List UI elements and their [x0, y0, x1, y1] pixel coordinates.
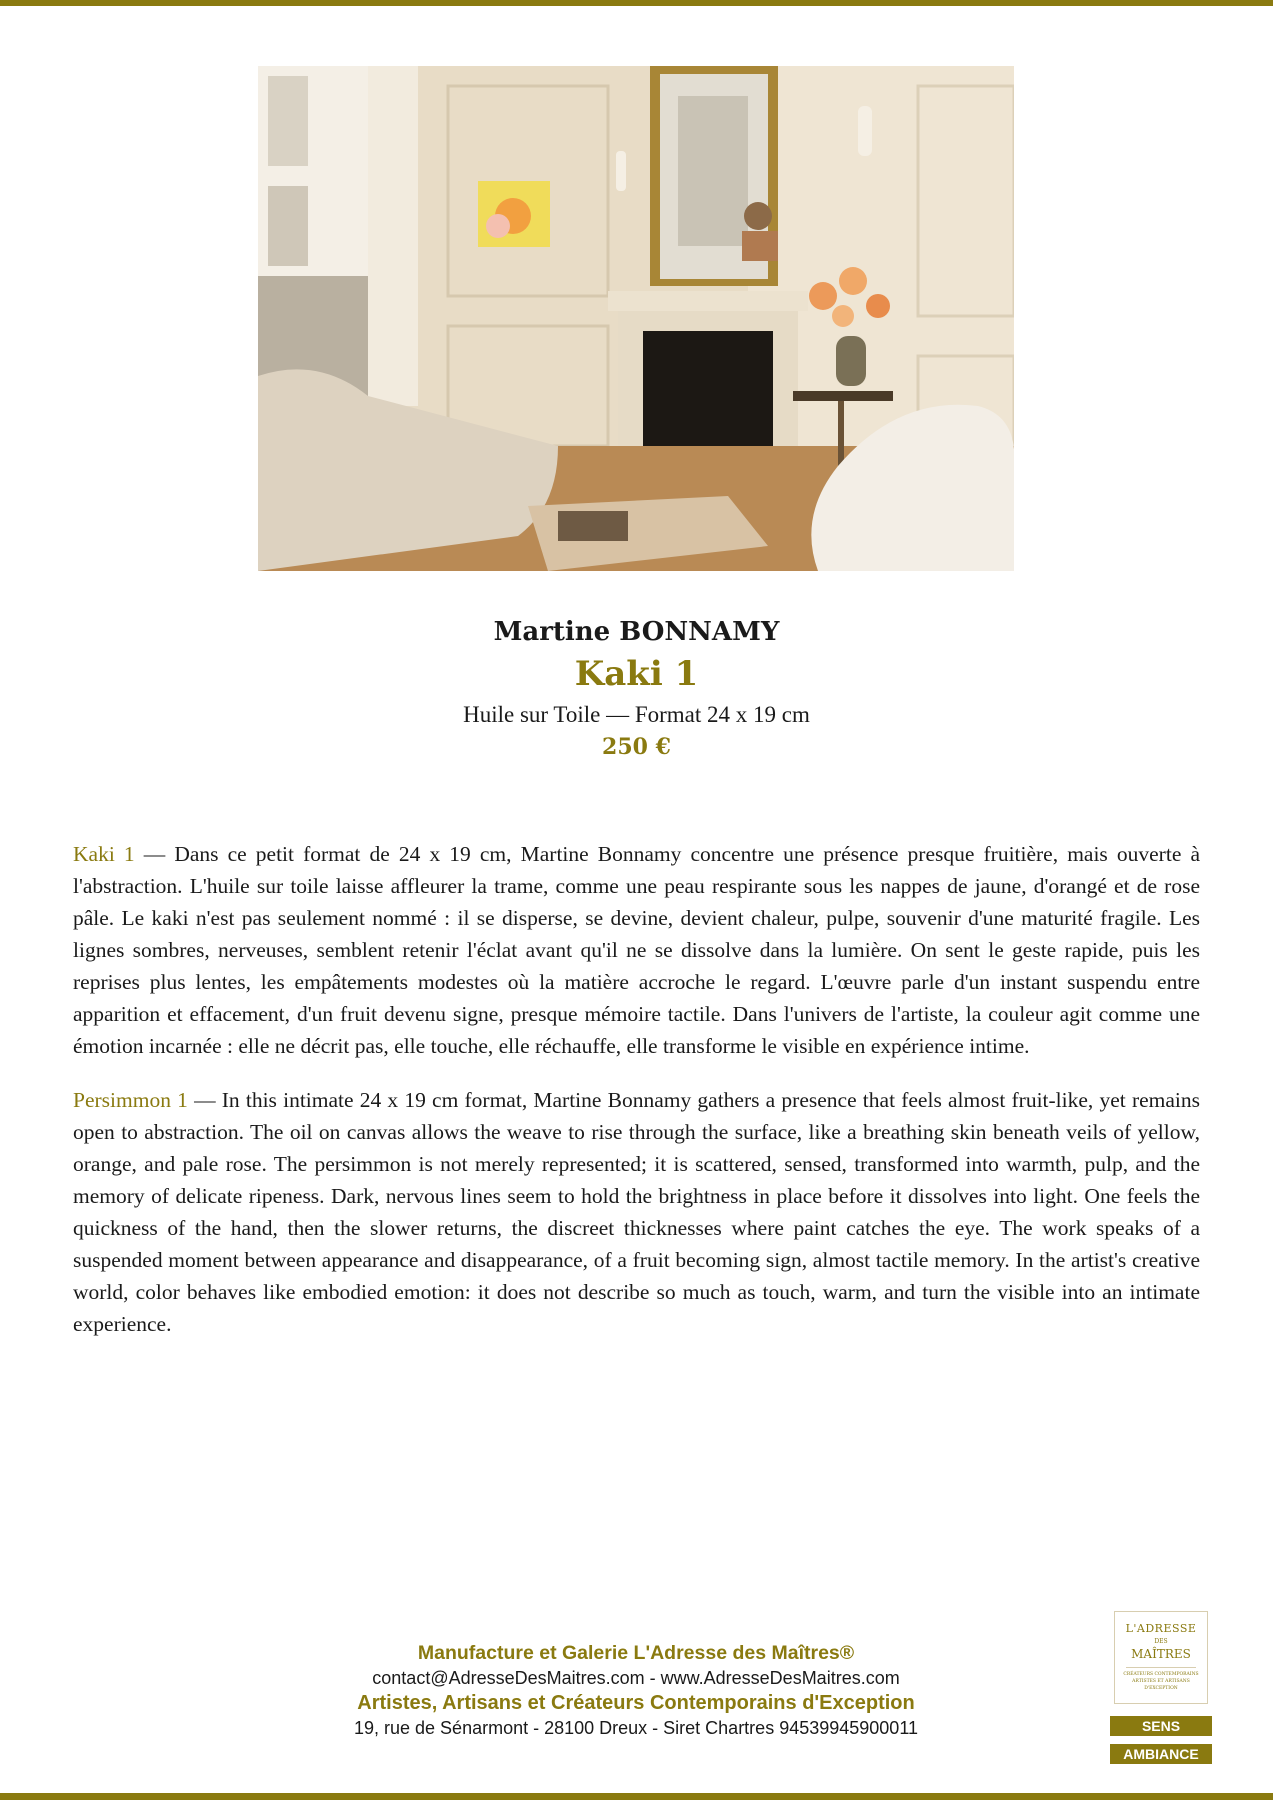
gallery-name: Manufacture et Galerie L'Adresse des Maîtres® [417, 1642, 855, 1664]
french-text: — Dans ce petit format de 24 x 19 cm, Martine Bonnamy concentre une présence presque fruitière, mais ouverte à l'abstraction. L'huile sur toile laisse affleurer la trame, comme une peau respirante sous les nappes de jaune, d'orangé et de rose pâle. Le kaki n'est pas seulement nommé : il se disperse, se devine, devient chaleur, pulpe, souvenir d'une maturité fragile. Les lignes sombres, nerveuses, semblent retenir l'éclat avant qu'il ne se dissolve dans la lumière. On sent le geste rapide, puis les reprises plus lentes, les empâtements modestes où la matière accroche le regard. L'œuvre parle d'un instant suspendu entre apparition et effacement, d'un fruit devenu signe, presque mémoire tactile. Dans l'univers de l'artiste, la couleur agit comme une émotion incarnée : elle ne décrit pas, elle touche, elle réchauffe, elle transforme le visible en expérience intime. [73, 842, 1200, 1058]
logo-divider [1126, 1667, 1196, 1668]
logo-line-1: L'ADRESSE [1125, 1622, 1197, 1635]
room-photo [258, 66, 1014, 571]
logo-line-3: MAÎTRES [1131, 1647, 1191, 1661]
bottom-border [0, 1793, 1273, 1800]
tag-sens: SENS [1110, 1716, 1212, 1736]
french-lead: Kaki 1 [73, 842, 135, 866]
logo-line-4: CRÉATEURS CONTEMPORAINS ARTISTES ET ARTISANS D'EXCEPTION [1123, 1672, 1199, 1691]
gallery-tagline: Artistes, Artisans et Créateurs Contemporains d'Exception [357, 1692, 915, 1714]
gallery-address: 19, rue de Sénarmont - 28100 Dreux - Siret Chartres 94539945900011 [353, 1718, 919, 1738]
gallery-footer [236, 1640, 1036, 1740]
gallery-contact: contact@AdresseDesMaitres.com - www.AdresseDesMaitres.com [372, 1668, 900, 1688]
description-block [73, 838, 1200, 1362]
gallery-logo [1114, 1611, 1208, 1704]
english-text: — In this intimate 24 x 19 cm format, Martine Bonnamy gathers a presence that feels almost fruit-like, yet remains open to abstraction. The oil on canvas allows the weave to rise through the surface, like a breathing skin beneath veils of yellow, orange, and pale rose. The persimmon is not merely represented; it is scattered, sensed, transformed into warmth, pulp, and the memory of delicate ripeness. Dark, nervous lines seem to hold the brightness in place before it dissolves into light. One feels the quickness of the hand, then the slower returns, the discreet thicknesses where paint catches the eye. The work speaks of a suspended moment between appearance and disappearance, of a fruit becoming sign, almost tactile memory. In the artist's creative world, color behaves like embodied emotion: it does not describe so much as touch, warm, and turn the visible into an intimate experience. [73, 1088, 1200, 1336]
artwork-header [0, 612, 1273, 762]
description-french [73, 838, 1200, 1062]
tag-ambiance: AMBIANCE [1110, 1744, 1212, 1764]
description-english [73, 1084, 1200, 1340]
room-photo-illustration [258, 66, 1014, 571]
logo-line-2: DES [1154, 1638, 1168, 1645]
top-border [0, 0, 1273, 6]
artwork-medium: Huile sur Toile — Format 24 x 19 cm [463, 702, 810, 727]
artist-name: Martine BONNAMY [493, 617, 780, 647]
english-lead: Persimmon 1 [73, 1088, 188, 1112]
artwork-price: 250 € [602, 734, 671, 760]
artwork-title: Kaki 1 [574, 654, 699, 694]
